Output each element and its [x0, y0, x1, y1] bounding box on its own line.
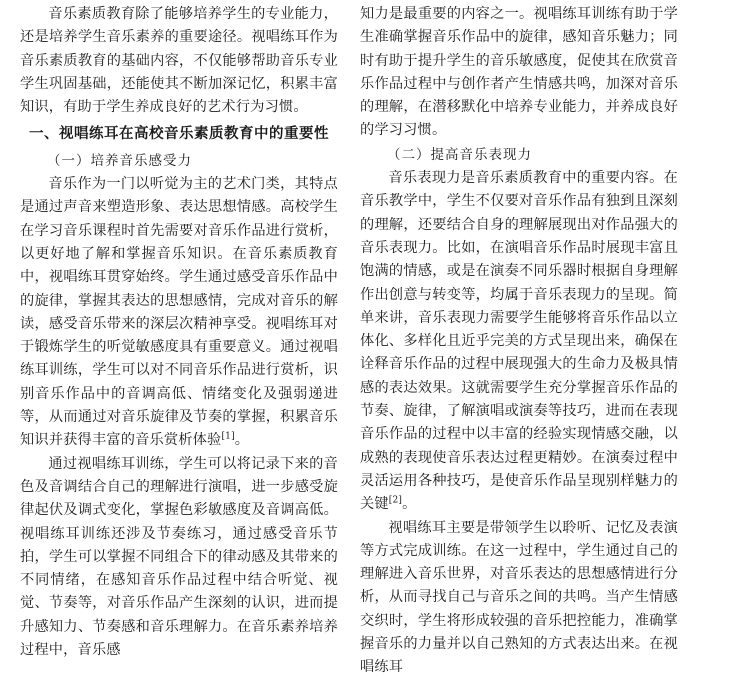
citation-1: [1]	[221, 431, 235, 442]
perception-paragraph-1-end: 。	[234, 432, 250, 449]
expression-paragraph-1-text: 音乐表现力是音乐素质教育中的重要内容。在音乐教学中，学生不仅要对音乐作品有独到且深刻的理解，还要结合自身的理解展现出对作品强大的音乐表现力。比如，在演唱音乐作品时展现丰富且饱满的情感，或是在演奏不同乐器时根据自身理解作出创意与转变等，均属于音乐表现力的呈现。简单来讲，音乐表现力需要学生能够将音乐作品以立体化、多样化且近乎完美的方式呈现出来，确保在诠释音乐作品的过程中展现强大的生命力及极具情感的表达效果。这就需要学生充分掌握音乐作品的节奏、旋律，了解演唱或演奏等技巧，进而在表现音乐作品的过程中以丰富的经验实现情感交融，以成熟的表现使音乐表达过程更精妙。在演奏过程中灵活运用各种技巧，是使音乐作品呈现别样魅力的关键	[360, 170, 678, 513]
subsection-heading-expression: （二）提高音乐表现力	[387, 146, 532, 163]
expression-paragraph-1	[360, 167, 678, 516]
right-column	[360, 3, 678, 680]
continued-paragraph: 知力是最重要的内容之一。视唱练耳训练有助于学生准确掌握音乐作品中的旋律，感知音乐魅力；同时有助于提升学生的音乐敏感度，促使其在欣赏音乐作品过程中与创作者产生情感共鸣，加深对音乐的理解，在潜移默化中培养专业能力，并养成良好的学习习惯。	[360, 6, 678, 139]
perception-paragraph-1	[20, 173, 338, 453]
subsection-heading-perception: （一）培养音乐感受力	[47, 152, 192, 169]
perception-paragraph-1-text: 音乐作为一门以听觉为主的艺术门类，其特点是通过声音来塑造形象、表达思想情感。高校学生在学习音乐课程时首先需要对音乐作品进行赏析，以更好地了解和掌握音乐知识。在音乐素质教育中，视唱练耳贯穿始终。学生通过感受音乐作品中的旋律，掌握其表达的思想感情，完成对音乐的解读，感受音乐带来的深层次精神享受。视唱练耳对于锻炼学生的听觉敏感度具有重要意义。通过视唱练耳训练，学生可以对不同音乐作品进行赏析，识别音乐作品中的音调高低、情绪变化及强弱递进等，从而通过对音乐旋律及节奏的掌握，积累音乐知识并获得丰富的音乐赏析体验	[20, 176, 338, 449]
left-column	[20, 3, 338, 662]
expression-paragraph-2: 视唱练耳主要是带领学生以聆听、记忆及表演等方式完成训练。在这一过程中，学生通过自己的理解进入音乐世界，对音乐表达的思想感情进行分析，从而寻找自己与音乐之间的共鸣。当产生情感交织时，学生将形成较强的音乐把控能力，准确掌握音乐的力量并以自己熟知的方式表达出来。在视唱练耳	[360, 519, 678, 676]
expression-paragraph-1-end: 。	[402, 496, 417, 513]
perception-paragraph-2: 通过视唱练耳训练，学生可以将记录下来的音色及音调结合自己的理解进行演唱，进一步感受旋律起伏及调式变化，掌握色彩敏感度及音调高低。视唱练耳训练还涉及节奏练习，通过感受音乐节拍，学生可以掌握不同组合下的律动感及其带来的不同情绪，在感知音乐作品过程中结合听觉、视觉、节奏等，对音乐作品产生深刻的认识，进而提升感知力、节奏感和音乐理解力。在音乐素养培养过程中，音乐感	[20, 455, 338, 659]
citation-2: [2]	[388, 495, 403, 506]
section-heading: 一、视唱练耳在高校音乐素质教育中的重要性	[29, 126, 329, 143]
intro-paragraph: 音乐素质教育除了能够培养学生的专业能力，还是培养学生音乐素养的重要途径。视唱练耳作为音乐素质教育的基础内容，不仅能够帮助音乐专业学生巩固基础，还能使其不断加深记忆，积累丰富知识，有助于学生养成良好的艺术行为习惯。	[20, 6, 338, 116]
